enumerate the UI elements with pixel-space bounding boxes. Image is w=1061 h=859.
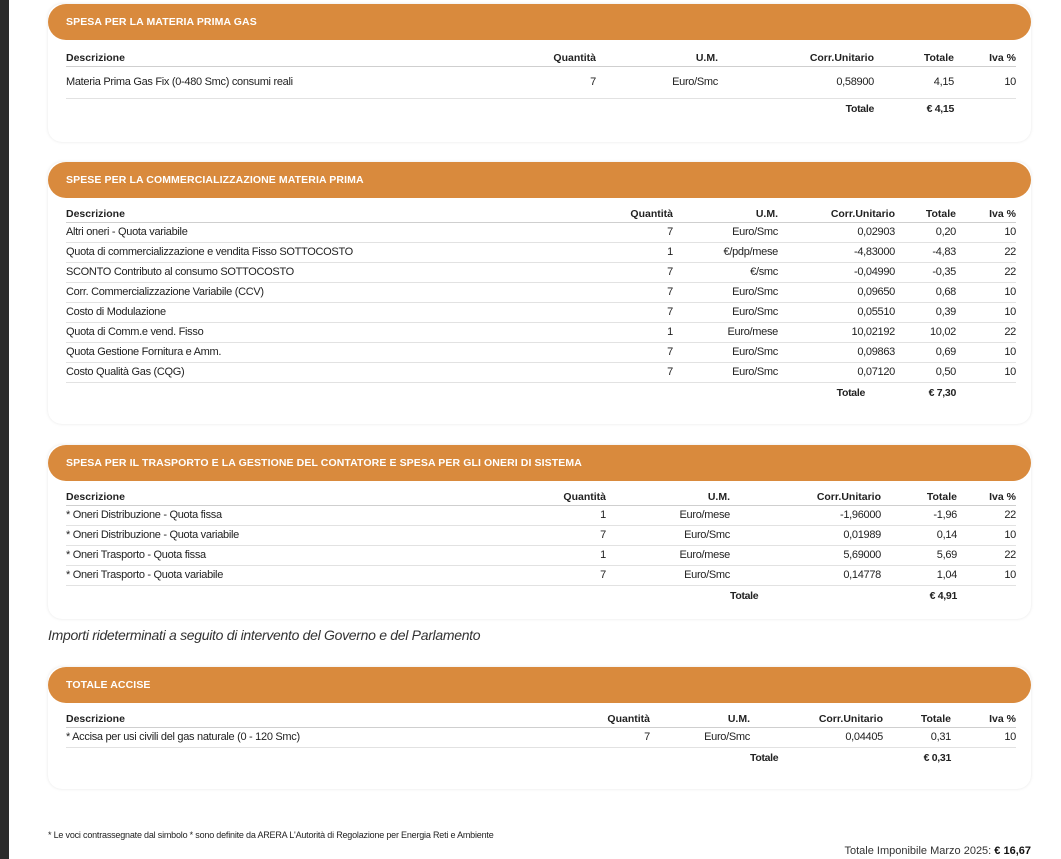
row-corr-unitario: -1,96000 — [730, 505, 881, 525]
row-iva: 22 — [957, 545, 1016, 565]
total-label: Totale — [750, 752, 779, 765]
section-trasporto-oneri — [48, 445, 1031, 619]
col-iva: Iva % — [956, 204, 1016, 222]
col-totale: Totale — [881, 487, 957, 505]
section-total-value: € 7,30 — [928, 387, 956, 400]
table-row — [66, 322, 1016, 342]
table-row — [66, 505, 1016, 525]
row-quantita: 7 — [506, 302, 673, 322]
row-quantita: 1 — [446, 545, 606, 565]
table-row — [66, 525, 1016, 545]
row-iva: 22 — [956, 322, 1016, 342]
col-iva: Iva % — [954, 48, 1016, 66]
row-totale: 0,14 — [881, 525, 957, 545]
charges-table — [66, 487, 1016, 607]
charges-table — [66, 204, 1016, 404]
row-descrizione: Costo Qualità Gas (CQG) — [66, 362, 506, 382]
row-um: Euro/Smc — [673, 222, 778, 242]
row-iva: 22 — [956, 262, 1016, 282]
table-row — [66, 242, 1016, 262]
col-descrizione: Descrizione — [66, 204, 506, 222]
government-intervention-note: Importi rideterminati a seguito di intervento del Governo e del Parlamento — [48, 627, 481, 643]
table-row — [66, 565, 1016, 585]
row-um: Euro/Smc — [673, 282, 778, 302]
row-corr-unitario: 10,02192 — [778, 322, 895, 342]
col-descrizione: Descrizione — [66, 487, 446, 505]
section-header: SPESA PER LA MATERIA PRIMA GAS — [48, 4, 1031, 40]
charges-table — [66, 48, 1016, 120]
row-iva: 10 — [956, 282, 1016, 302]
col-quantita: Quantità — [506, 204, 673, 222]
col-um: U.M. — [596, 48, 718, 66]
table-row — [66, 262, 1016, 282]
arera-footnote: * Le voci contrassegnate dal simbolo * sono definite da ARERA L'Autorità di Regolazione per Energia Reti e Ambiente — [48, 830, 494, 840]
row-iva: 10 — [957, 525, 1016, 545]
section-header: SPESE PER LA COMMERCIALIZZAZIONE MATERIA PRIMA — [48, 162, 1031, 198]
row-descrizione: * Oneri Trasporto - Quota fissa — [66, 545, 446, 565]
row-totale: 0,68 — [895, 282, 956, 302]
row-corr-unitario: -0,04990 — [778, 262, 895, 282]
grand-total — [844, 845, 1031, 857]
row-quantita: 7 — [506, 222, 673, 242]
table-row — [66, 545, 1016, 565]
section-total-value: € 4,91 — [929, 590, 957, 603]
col-quantita: Quantità — [446, 487, 606, 505]
col-corr-unitario: Corr.Unitario — [750, 709, 883, 727]
row-totale: 0,20 — [895, 222, 956, 242]
table-row — [66, 302, 1016, 322]
row-iva: 22 — [956, 242, 1016, 262]
row-quantita: 7 — [506, 342, 673, 362]
grand-total-label: Totale Imponibile Marzo 2025: — [844, 845, 992, 857]
section-totale-accise — [48, 667, 1031, 789]
row-totale: 10,02 — [895, 322, 956, 342]
row-quantita: 7 — [446, 565, 606, 585]
row-quantita: 7 — [506, 282, 673, 302]
section-header: SPESA PER IL TRASPORTO E LA GESTIONE DEL CONTATORE E SPESA PER GLI ONERI DI SISTEMA — [48, 445, 1031, 481]
row-totale: 1,04 — [881, 565, 957, 585]
row-totale: -0,35 — [895, 262, 956, 282]
row-quantita: 7 — [472, 66, 596, 98]
col-um: U.M. — [673, 204, 778, 222]
charges-table — [66, 709, 1016, 769]
col-totale: Totale — [874, 48, 954, 66]
section-materia-prima-gas — [48, 4, 1031, 142]
section-header: TOTALE ACCISE — [48, 667, 1031, 703]
row-corr-unitario: 0,09650 — [778, 282, 895, 302]
row-quantita: 7 — [446, 525, 606, 545]
section-total-row — [66, 382, 1016, 404]
row-um: €/smc — [673, 262, 778, 282]
col-totale: Totale — [883, 709, 951, 727]
row-totale: 0,50 — [895, 362, 956, 382]
table-row — [66, 342, 1016, 362]
section-total-value: € 0,31 — [923, 752, 951, 765]
row-um: Euro/Smc — [673, 342, 778, 362]
table-row — [66, 282, 1016, 302]
row-quantita: 1 — [506, 322, 673, 342]
total-label: Totale — [845, 103, 874, 116]
row-iva: 10 — [956, 342, 1016, 362]
col-iva: Iva % — [951, 709, 1016, 727]
col-totale: Totale — [895, 204, 956, 222]
row-descrizione: * Oneri Distribuzione - Quota variabile — [66, 525, 446, 545]
row-corr-unitario: 0,58900 — [718, 66, 874, 98]
section-total-row — [66, 747, 1016, 769]
col-um: U.M. — [650, 709, 750, 727]
row-corr-unitario: 0,14778 — [730, 565, 881, 585]
row-descrizione: Altri oneri - Quota variabile — [66, 222, 506, 242]
table-row — [66, 66, 1016, 98]
col-corr-unitario: Corr.Unitario — [718, 48, 874, 66]
section-total-row — [66, 98, 1016, 120]
table-row — [66, 727, 1016, 747]
row-corr-unitario: 0,05510 — [778, 302, 895, 322]
row-quantita: 7 — [486, 727, 650, 747]
row-um: Euro/Smc — [596, 66, 718, 98]
row-iva: 10 — [951, 727, 1016, 747]
row-descrizione: * Oneri Trasporto - Quota variabile — [66, 565, 446, 585]
row-iva: 10 — [954, 66, 1016, 98]
row-corr-unitario: 0,09863 — [778, 342, 895, 362]
row-iva: 10 — [957, 565, 1016, 585]
row-um: Euro/mese — [606, 545, 730, 565]
row-iva: 10 — [956, 302, 1016, 322]
row-um: Euro/Smc — [606, 525, 730, 545]
row-totale: 5,69 — [881, 545, 957, 565]
row-quantita: 7 — [506, 262, 673, 282]
row-descrizione: Corr. Commercializzazione Variabile (CCV) — [66, 282, 506, 302]
col-descrizione: Descrizione — [66, 48, 472, 66]
row-descrizione: Costo di Modulazione — [66, 302, 506, 322]
row-um: Euro/Smc — [673, 302, 778, 322]
row-corr-unitario: 0,01989 — [730, 525, 881, 545]
table-header-row — [66, 204, 1016, 222]
row-descrizione: * Accisa per usi civili del gas naturale (0 - 120 Smc) — [66, 727, 486, 747]
row-um: Euro/mese — [606, 505, 730, 525]
row-descrizione: Materia Prima Gas Fix (0-480 Smc) consumi reali — [66, 66, 472, 98]
row-corr-unitario: 5,69000 — [730, 545, 881, 565]
row-descrizione: Quota di commercializzazione e vendita Fisso SOTTOCOSTO — [66, 242, 506, 262]
col-corr-unitario: Corr.Unitario — [778, 204, 895, 222]
table-header-row — [66, 709, 1016, 727]
row-corr-unitario: -4,83000 — [778, 242, 895, 262]
total-label: Totale — [730, 590, 759, 603]
row-corr-unitario: 0,02903 — [778, 222, 895, 242]
table-row — [66, 362, 1016, 382]
table-header-row — [66, 487, 1016, 505]
grand-total-value: € 16,67 — [994, 845, 1031, 857]
row-corr-unitario: 0,04405 — [750, 727, 883, 747]
row-iva: 10 — [956, 222, 1016, 242]
row-um: Euro/mese — [673, 322, 778, 342]
table-row — [66, 222, 1016, 242]
row-descrizione: * Oneri Distribuzione - Quota fissa — [66, 505, 446, 525]
row-iva: 22 — [957, 505, 1016, 525]
row-um: Euro/Smc — [650, 727, 750, 747]
row-iva: 10 — [956, 362, 1016, 382]
section-commercializzazione — [48, 162, 1031, 424]
table-header-row — [66, 48, 1016, 66]
row-descrizione: Quota di Comm.e vend. Fisso — [66, 322, 506, 342]
row-um: €/pdp/mese — [673, 242, 778, 262]
col-iva: Iva % — [957, 487, 1016, 505]
row-totale: -4,83 — [895, 242, 956, 262]
row-quantita: 1 — [446, 505, 606, 525]
row-totale: 0,69 — [895, 342, 956, 362]
col-quantita: Quantità — [472, 48, 596, 66]
total-label: Totale — [836, 387, 865, 400]
row-totale: 4,15 — [874, 66, 954, 98]
col-descrizione: Descrizione — [66, 709, 486, 727]
row-um: Euro/Smc — [606, 565, 730, 585]
row-descrizione: Quota Gestione Fornitura e Amm. — [66, 342, 506, 362]
section-total-row — [66, 585, 1016, 607]
row-totale: 0,31 — [883, 727, 951, 747]
section-total-value: € 4,15 — [926, 103, 954, 116]
row-quantita: 7 — [506, 362, 673, 382]
row-quantita: 1 — [506, 242, 673, 262]
col-corr-unitario: Corr.Unitario — [730, 487, 881, 505]
col-um: U.M. — [606, 487, 730, 505]
row-corr-unitario: 0,07120 — [778, 362, 895, 382]
row-um: Euro/Smc — [673, 362, 778, 382]
window-edge — [0, 0, 9, 859]
row-totale: -1,96 — [881, 505, 957, 525]
col-quantita: Quantità — [486, 709, 650, 727]
row-totale: 0,39 — [895, 302, 956, 322]
row-descrizione: SCONTO Contributo al consumo SOTTOCOSTO — [66, 262, 506, 282]
